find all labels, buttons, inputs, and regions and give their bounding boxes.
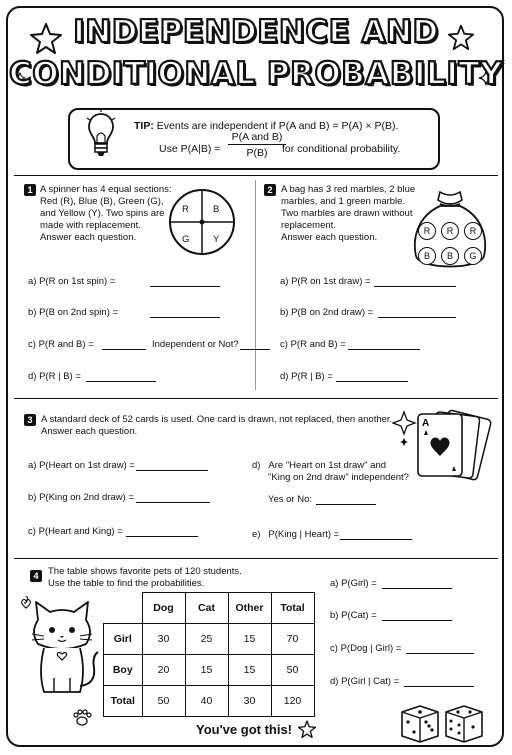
q1-independent-prompt: Independent or Not? [152, 339, 239, 350]
q3-part-d-line2: "King on 2nd draw" independent? [268, 472, 409, 483]
table-row [104, 655, 315, 686]
table-cell: 20 [142, 655, 185, 686]
question-1-text: A spinner has 4 equal sections: Red (R), Blue (B), Green (G), and Yellow (Y). Two spins are made with replacement. Answer each question. [40, 184, 172, 243]
svg-text:A: A [422, 418, 430, 429]
marble-blue: B [418, 247, 436, 265]
q2-part-b: b) P(B on 2nd draw) = [280, 307, 374, 318]
q2-answer-b[interactable] [378, 307, 456, 318]
q4-part-b: b) P(Cat) = [330, 610, 377, 621]
q3-part-b: b) P(King on 2nd draw) = [28, 492, 134, 503]
spinner-label-y: Y [213, 234, 220, 245]
q2-answer-d[interactable] [336, 371, 408, 382]
footer-message: You've got this! [196, 722, 293, 737]
q3-answer-e[interactable] [340, 529, 412, 540]
q3-answer-b[interactable] [136, 492, 210, 503]
q3-answer-c[interactable] [126, 526, 198, 537]
table-cell: 15 [228, 624, 271, 655]
cat-icon [24, 596, 100, 700]
row-label: Boy [104, 655, 143, 686]
marble-red: R [441, 222, 459, 240]
q2-part-a: a) P(R on 1st draw) = [280, 276, 371, 287]
spinner-icon [168, 188, 236, 256]
q3-part-d: d) Are "Heart on 1st draw" and [252, 460, 387, 471]
tip-line-2-prefix: Use P(A|B) = [159, 143, 221, 155]
table-cell: 50 [271, 655, 314, 686]
q3-answer-d[interactable] [316, 494, 376, 505]
q4-part-a: a) P(Girl) = [330, 578, 377, 589]
q4-part-c: c) P(Dog | Girl) = [330, 643, 402, 654]
q2-answer-c[interactable] [348, 339, 420, 350]
q3-part-e: e) P(King | Heart) = [252, 529, 340, 540]
question-1-number: 1 [24, 184, 36, 196]
q3-answer-a[interactable] [136, 460, 208, 471]
q4-part-d: d) P(Girl | Cat) = [330, 676, 400, 687]
q1-part-c: c) P(R and B) = [28, 339, 94, 350]
table-header: Total [271, 593, 314, 624]
table-cell: 120 [271, 686, 314, 717]
heart-icon [20, 598, 32, 610]
table-cell: 40 [185, 686, 228, 717]
table-cell: 70 [271, 624, 314, 655]
q4-answer-d[interactable] [404, 676, 474, 687]
marble-red: R [418, 222, 436, 240]
q4-answer-b[interactable] [382, 610, 452, 621]
q3-part-a: a) P(Heart on 1st draw) = [28, 460, 135, 471]
question-3-text: A standard deck of 52 cards is used. One card is drawn, not replaced, then another. Answer each question. [41, 414, 393, 437]
divider [14, 398, 498, 399]
q1-answer-a[interactable] [150, 276, 220, 287]
table-row [104, 624, 315, 655]
spinner-label-g: G [182, 234, 190, 245]
divider [14, 558, 498, 559]
table-cell: 30 [228, 686, 271, 717]
star-icon [298, 720, 316, 738]
divider [14, 175, 498, 176]
row-label: Girl [104, 624, 143, 655]
question-2-text: A bag has 3 red marbles, 2 blue marbles, and 1 green marble. Two marbles are drawn without replacement. Answer each question. [281, 184, 416, 243]
question-3-number: 3 [24, 414, 36, 426]
q1-part-b: b) P(B on 2nd spin) = [28, 307, 119, 318]
paw-icon [72, 708, 92, 728]
spinner-label-b: B [213, 204, 220, 215]
tip-line-2-suffix: for conditional probability. [282, 143, 401, 155]
q1-answer-c[interactable] [102, 339, 146, 350]
marble-red: R [464, 222, 482, 240]
question-4-text: The table shows favorite pets of 120 students. Use the table to find the probabilities. [48, 566, 242, 589]
marble-green: G [464, 247, 482, 265]
q1-answer-d[interactable] [86, 371, 156, 382]
tip-line-1: TIP: Events are independent if P(A and B) = P(A) × P(B). [134, 120, 399, 132]
q1-part-a: a) P(R on 1st spin) = [28, 276, 116, 287]
q2-part-d: d) P(R | B) = [280, 371, 333, 382]
marble-blue: B [441, 247, 459, 265]
lightbulb-icon [86, 110, 116, 162]
q1-independent-answer[interactable] [240, 339, 270, 350]
table-header: Dog [142, 593, 185, 624]
table-header: Other [228, 593, 271, 624]
q4-answer-c[interactable] [406, 643, 474, 654]
dice-icon [398, 700, 488, 744]
pets-table [103, 592, 315, 717]
tip-fraction-numerator: P(A and B) [228, 131, 286, 145]
table-header: Cat [185, 593, 228, 624]
question-4-number: 4 [30, 570, 42, 582]
table-cell: 15 [185, 655, 228, 686]
table-row [104, 686, 315, 717]
table-cell: 15 [228, 655, 271, 686]
table-cell: 25 [185, 624, 228, 655]
q2-part-c: c) P(R and B) = [280, 339, 346, 350]
table-corner [104, 593, 143, 624]
q4-answer-a[interactable] [382, 578, 452, 589]
tip-fraction-denominator: P(B) [246, 147, 268, 159]
q1-answer-b[interactable] [150, 307, 220, 318]
spinner-label-r: R [182, 204, 189, 215]
q3-part-d-line3: Yes or No: [268, 494, 313, 505]
column-divider [255, 180, 256, 390]
q2-answer-a[interactable] [374, 276, 456, 287]
q1-part-d: d) P(R | B) = [28, 371, 81, 382]
q3-part-c: c) P(Heart and King) = [28, 526, 123, 537]
question-2-number: 2 [264, 184, 276, 196]
title-line-2: CONDITIONAL PROBABILITY [9, 56, 503, 92]
table-cell: 50 [142, 686, 185, 717]
table-cell: 30 [142, 624, 185, 655]
title-line-1: INDEPENDENCE AND [73, 14, 439, 50]
row-label: Total [104, 686, 143, 717]
